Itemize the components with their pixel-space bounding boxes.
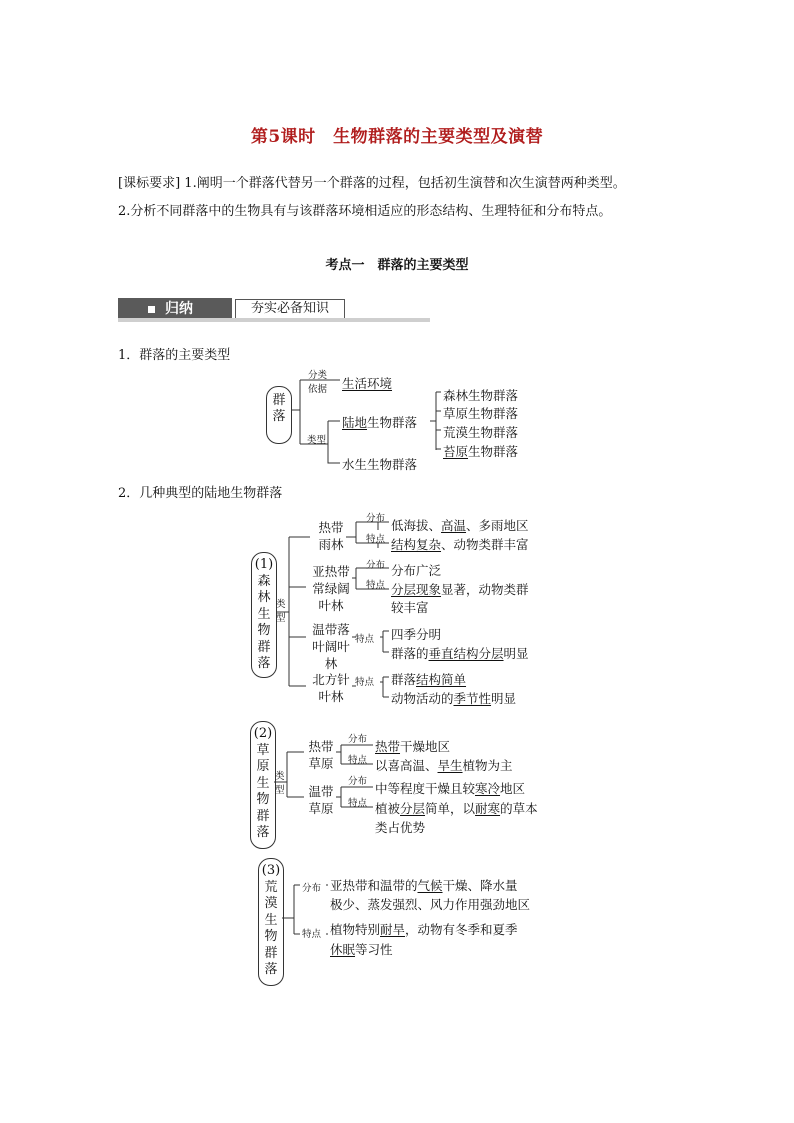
subtropical-dist-label: 分布 (366, 560, 386, 571)
temperate-t2: 群落的垂直结构分层明显 (391, 646, 529, 661)
mgrass-dist-text: 中等程度干燥且较寒冷地区 (375, 781, 526, 796)
requirement-tag: [课标要求] (118, 176, 181, 191)
mgrass-feat-label: 特点 (348, 798, 368, 809)
tropical-grassland: 热带草原 (308, 739, 334, 771)
desert-feat-label: 特点 (302, 929, 322, 940)
temperate-forest: 温带落叶阔叶林 (312, 622, 350, 671)
subtropical-dist-text: 分布广泛 (391, 563, 442, 578)
mgrass-feat-text2: 类占优势 (375, 820, 426, 835)
temperate-t1: 四季分明 (391, 627, 442, 642)
subtropical-feat-label: 特点 (366, 580, 386, 591)
desert-root: (3) 荒 漠 生 物 群 落 (258, 858, 284, 986)
temperate-feat-label: 特点 (355, 634, 375, 645)
requirement-line-2: 2.分析不同群落中的生物具有与该群落环境相适应的形态结构、生理特征和分布特点。 (118, 204, 612, 219)
land-type-grass: 草原生物群落 (443, 406, 519, 421)
tgrass-feat-text: 以喜高温、旱生植物为主 (375, 758, 513, 773)
forest-type-label: 类型 (276, 599, 286, 624)
subtropical-feat-text2: 较丰富 (391, 600, 429, 615)
tgrass-dist-text: 热带干燥地区 (375, 739, 451, 754)
basis-label: 分类依据 (308, 370, 328, 395)
grassland-root: (2) 草 原 生 物 群 落 (250, 721, 276, 849)
type-label: 类型 (307, 435, 327, 446)
page-title: 第5课时 生物群落的主要类型及演替 (250, 127, 544, 147)
banner-box: 夯实必备知识 (235, 299, 345, 319)
desert-feat-text1: 植物特别耐旱，动物有冬季和夏季 (330, 922, 518, 937)
tgrass-feat-label: 特点 (348, 755, 368, 766)
tropical-feat-text: 结构复杂、动物类群丰富 (391, 537, 529, 552)
subtropical-feat-text1: 分层现象显著，动物类群 (391, 582, 529, 597)
tropical-dist-text: 低海拔、高温、多雨地区 (391, 518, 529, 533)
mgrass-dist-label: 分布 (348, 776, 368, 787)
boreal-t1: 群落结构简单 (391, 672, 467, 687)
desert-dist-text1: 亚热带和温带的气候干燥、降水量 (330, 878, 518, 893)
water-community: 水生生物群落 (342, 457, 418, 472)
temperate-grassland: 温带草原 (308, 784, 334, 816)
tropical-feat-label: 特点 (366, 534, 386, 545)
boreal-t2: 动物活动的季节性明显 (391, 691, 517, 706)
boreal-feat-label: 特点 (355, 677, 375, 688)
requirement-line-1: [课标要求] 1.阐明一个群落代替另一个群落的过程，包括初生演替和次生演替两种类型。 (118, 176, 626, 191)
land-type-tundra: 苔原生物群落 (443, 444, 519, 459)
desert-feat-text2: 休眠等习性 (330, 942, 393, 957)
basis-value: 生活环境 (342, 376, 393, 391)
desert-dist-label: 分布 (302, 883, 322, 894)
banner-label: 归纳 (118, 298, 232, 320)
tgrass-dist-label: 分布 (348, 734, 368, 745)
grass-type-label: 类型 (275, 771, 285, 796)
section-heading-kaodian: 考点一 群落的主要类型 (325, 258, 469, 273)
boreal-forest: 北方针叶林 (312, 672, 350, 704)
subtropical-forest: 亚热带常绿阔叶林 (312, 564, 350, 613)
tropical-dist-label: 分布 (366, 513, 386, 524)
root-qunluo: 群落 (266, 386, 292, 444)
mgrass-feat-text1: 植被分层简单，以耐寒的草本 (375, 801, 538, 816)
section2-heading: 2．几种典型的陆地生物群落 (118, 486, 283, 501)
tropical-rainforest: 热带雨林 (318, 520, 344, 552)
land-type-forest: 森林生物群落 (443, 388, 519, 403)
land-type-desert: 荒漠生物群落 (443, 425, 519, 440)
desert-dist-text2: 极少、蒸发强烈、风力作用强劲地区 (330, 897, 531, 912)
land-community: 陆地生物群落 (342, 415, 418, 430)
forest-root: (1) 森 林 生 物 群 落 (251, 552, 277, 678)
section1-heading: 1．群落的主要类型 (118, 348, 231, 363)
